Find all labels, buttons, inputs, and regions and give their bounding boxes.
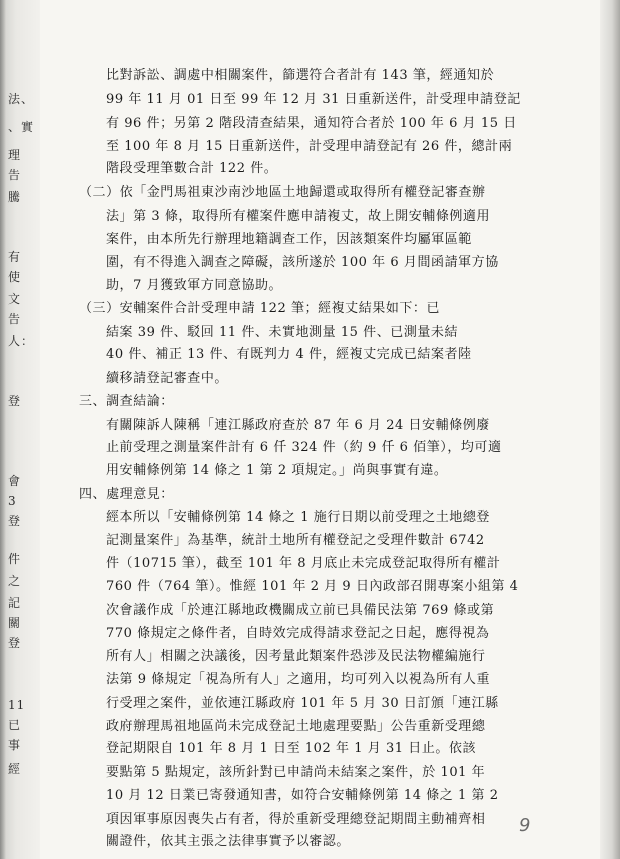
text-line: 結案 39 件、駁回 11 件、未實地測量 15 件、已測量未結 (106, 325, 459, 340)
text-line: 政府辦理馬祖地區尚未完成登記土地處理要點」公告重新受理總 (106, 719, 486, 734)
text-line: 件（10715 筆），截至 101 年 8 月底止未完成登記取得所有權計 (106, 556, 501, 571)
text-line: 三、調查結論： (79, 394, 174, 409)
margin-fragment: 記 (8, 596, 22, 610)
text-line: （三）安輔案件合計受理申請 122 筆；經複丈結果如下：已 (79, 301, 441, 316)
margin-fragment: 登 (8, 394, 22, 408)
margin-fragment: 人： (8, 334, 35, 348)
text-line: 圍，有不得進入調查之障礙，該所遂於 100 年 6 月間函請軍方協 (106, 255, 499, 270)
text-line: 記測量案件」為基準，統計土地所有權登記之受理件數計 6742 (106, 533, 485, 548)
right-page-edge (600, 0, 620, 859)
text-line: 有 96 件；另第 2 階段清查結果，通知符合者於 100 年 6 月 15 日 (106, 116, 517, 131)
margin-fragment: 件 (8, 552, 22, 566)
margin-fragment: 騰 (8, 190, 22, 204)
text-line: 至 100 年 8 月 15 日重新送件，計受理申請登記有 26 件，總計兩 (106, 139, 513, 154)
margin-fragment: 經 (8, 762, 22, 776)
text-line: 770 條規定之條件者，自時效完成得請求登記之日起，應得視為 (106, 626, 490, 641)
margin-fragment: 會 (8, 474, 22, 488)
margin-fragment: 使 (8, 270, 22, 284)
text-line: 項因軍事原因喪失占有者，得於重新受理總登記期間主動補齊相 (106, 812, 486, 827)
margin-fragment: 關 (8, 616, 22, 630)
text-line: 次會議作成「於連江縣地政機關成立前已具備民法第 769 條或第 (106, 603, 495, 618)
margin-fragment: 法、 (8, 92, 35, 106)
margin-fragment: 有 (8, 250, 22, 264)
text-line: 續移請登記審查中。 (106, 371, 228, 386)
text-line: 經本所以「安輔條例第 14 條之 1 施行日期以前受理之土地總登 (106, 510, 490, 525)
text-line: 10 月 12 日業已寄發通知書，如符合安輔條例第 14 條之 1 第 2 (106, 788, 499, 803)
margin-fragment: 告 (8, 312, 22, 326)
margin-fragment: 之 (8, 574, 22, 588)
text-line: 法」第 3 條，取得所有權案件應申請複丈，故上開安輔條例適用 (106, 209, 491, 224)
margin-fragment: 11 (8, 698, 26, 712)
text-line: 行受理之案件，並依連江縣政府 101 年 5 月 30 日訂頒「連江縣 (106, 696, 499, 711)
text-line: 有關陳訴人陳稱「連江縣政府查於 87 年 6 月 24 日安輔條例廢 (106, 418, 490, 433)
margin-fragment: 告 (8, 168, 22, 182)
text-line: 案件，由本所先行辦理地籍調查工作，因該類案件均屬軍區範 (106, 232, 472, 247)
text-line: 99 年 11 月 01 日至 99 年 12 月 31 日重新送件，計受理申請登記 (106, 92, 521, 107)
text-line: 階段受理筆數合計 122 件。 (106, 161, 278, 176)
text-line: 助，7 月獲致軍方同意協助。 (106, 278, 283, 293)
text-line: 用安輔條例第 14 條之 1 第 2 項規定。」尚與事實有違。 (106, 463, 448, 478)
handwritten-page-mark: 9 (519, 815, 531, 836)
text-line: 登記期限自 101 年 8 月 1 日至 102 年 1 月 31 日止。依該 (106, 741, 477, 756)
document-page (40, 0, 600, 859)
text-line: 法第 9 條規定「視為所有人」之適用，均可列入以視為所有人重 (106, 672, 491, 687)
margin-fragment: 登 (8, 514, 22, 528)
margin-fragment: 3 (8, 494, 17, 508)
text-line: 比對訴訟、調處中相關案件，篩選符合者計有 143 筆，經通知於 (106, 68, 495, 83)
text-line: （二）依「金門馬祖東沙南沙地區土地歸還或取得所有權登記審查辦 (79, 185, 486, 200)
text-line: 40 件、補正 13 件、有既判力 4 件，經複丈完成已結案者陸 (106, 347, 472, 362)
margin-fragment: 已 (8, 718, 22, 732)
text-line: 關證件，依其主張之法律事實予以審認。 (106, 834, 350, 849)
margin-fragment: 理 (8, 148, 22, 162)
text-line: 760 件（764 筆）。惟經 101 年 2 月 9 日內政部召開專案小組第 4 (106, 579, 519, 594)
fold-shadow (0, 0, 6, 859)
margin-fragment: 登 (8, 636, 22, 650)
text-line: 所有人」相關之決議後，因考量此類案件恐涉及民法物權編施行 (106, 649, 486, 664)
margin-fragment: 、實 (8, 120, 35, 134)
text-line: 四、處理意見： (79, 487, 174, 502)
margin-fragment: 文 (8, 292, 22, 306)
margin-fragment: 事 (8, 738, 22, 752)
text-line: 止前受理之測量案件計有 6 仟 324 件（約 9 仟 6 佰筆），均可適 (106, 440, 502, 455)
text-line: 要點第 5 點規定，該所針對已申請尚未結案之案件，於 101 年 (106, 765, 486, 780)
